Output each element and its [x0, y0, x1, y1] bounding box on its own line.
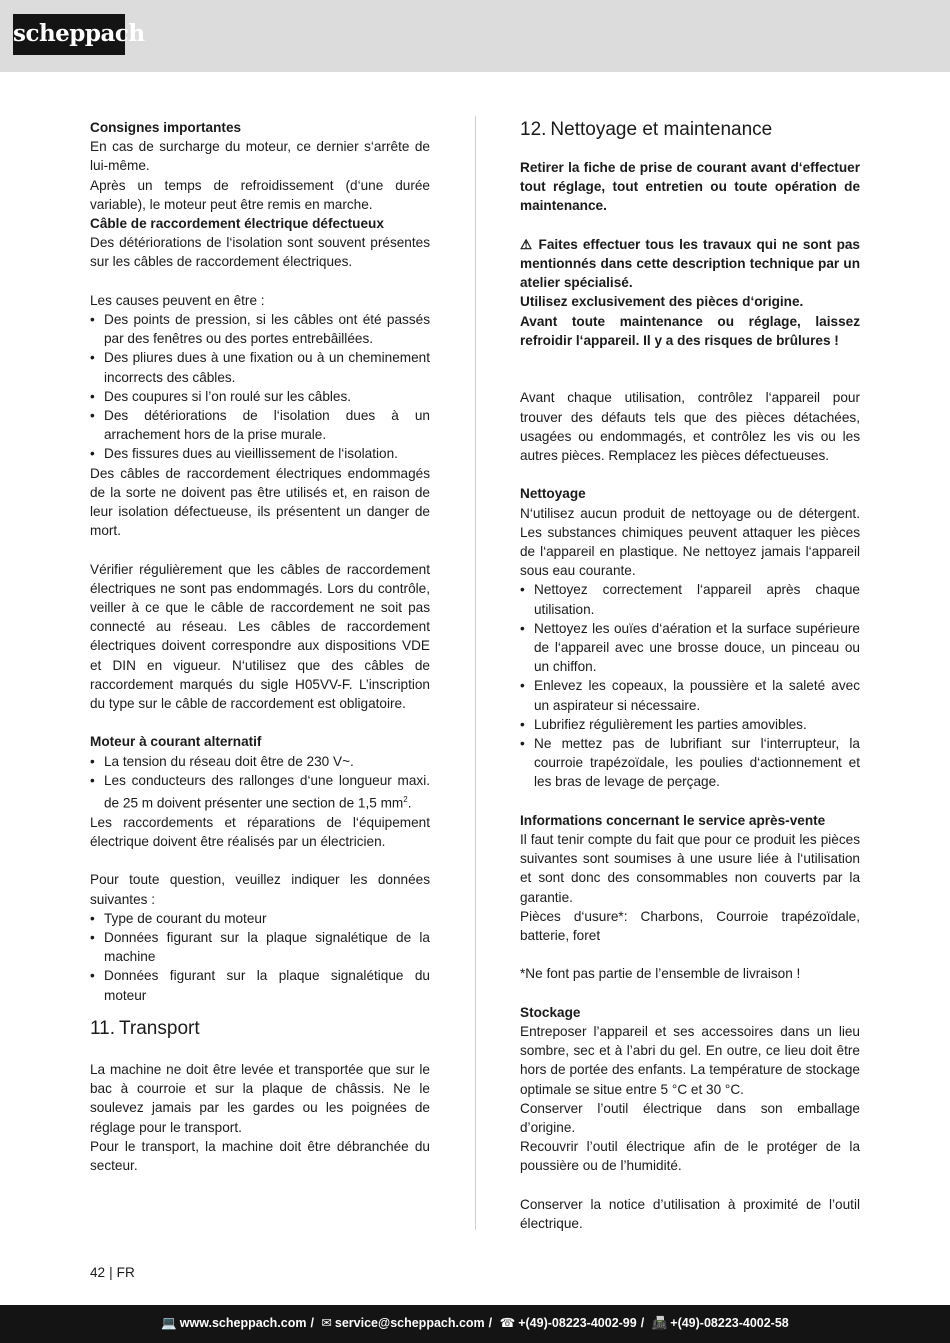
- list-item: • Type de courant du moteur: [90, 909, 430, 928]
- list-item: • Nettoyez correctement l‘appareil après chaque utilisation.: [520, 580, 860, 618]
- page-number: 42 | FR: [90, 1265, 135, 1280]
- list-item: • Des fissures dues au vieillissement de l‘isolation.: [90, 444, 430, 463]
- warning-parts-text: Utilisez exclusivement des pièces d‘origine.: [520, 294, 804, 310]
- scheppach-logo: scheppach: [13, 14, 125, 55]
- right-column: [520, 118, 860, 1233]
- verifier-text: Vérifier régulièrement que les câbles de raccordement électriques ne sont pas endommagés. Lors du contrôle, veiller à ce que le câble de raccordement ne soit pas connecté au réseau. Les câbles de raccordement électriques doivent correspondre aux dispositions VDE et DIN en vigueur. N‘utilisez que des câbles de raccordement marqués du sigle H05VV-F. L’inscription du type sur le câble de raccordement est obligatoire.: [90, 561, 430, 712]
- warning-cool-text: Avant toute maintenance ou réglage, laissez refroidir l‘appareil. Il y a des risques de brûlures !: [520, 313, 860, 348]
- fax-icon: 📠: [651, 1316, 668, 1330]
- service-text-2: Pièces d‘usure*: Charbons, Courroie trapézoïdale, batterie, foret: [520, 908, 860, 944]
- service-text-1: Il faut tenir compte du fait que pour ce produit les pièces suivantes sont soumises à une usure liée à l‘utilisation et sont donc des consommables non couverts par la garantie.: [520, 832, 860, 905]
- list-item: • Des pliures dues à une fixation ou à un cheminement incorrects des câbles.: [90, 348, 430, 386]
- list-item: • Des points de pression, si les câbles ont été passés par des fenêtres ou des portes entrebâillées.: [90, 310, 430, 348]
- causes-intro: Les causes peuvent en être :: [90, 292, 265, 308]
- list-item: • Données figurant sur la plaque signalétique du moteur: [90, 966, 430, 1004]
- warning-unplug-text: Retirer la fiche de prise de courant avant d‘effectuer tout réglage, tout entretien ou toute opération de maintenance.: [520, 160, 860, 214]
- transport-text-1: La machine ne doit être levée et transportée que sur le bac à courroie et sur la plaque de châssis. Ne le soulevez jamais par les gardes ou les poignées de réglage pour le transport.: [90, 1062, 430, 1135]
- causes-list: [90, 310, 430, 464]
- moteur-heading: Moteur à courant alternatif: [90, 734, 262, 750]
- list-item: • La tension du réseau doit être de 230 V~.: [90, 752, 430, 771]
- list-item: • Données figurant sur la plaque signalétique de la machine: [90, 928, 430, 966]
- moteur-text: Les raccordements et réparations de l‘équipement électrique doivent être réalisés par un électricien.: [90, 814, 430, 849]
- nettoyage-heading: Nettoyage: [520, 486, 586, 502]
- website-link[interactable]: www.scheppach.com: [179, 1316, 307, 1330]
- cable-text-2: Des câbles de raccordement électriques endommagés de la sorte ne doivent pas être utilisés et, en raison de leur isolation défectueuse, ils présentent un danger de mort.: [90, 465, 430, 539]
- transport-title: 11. Transport: [90, 1017, 200, 1039]
- fax-number: +(49)-08223-4002-58: [670, 1316, 789, 1330]
- nettoyage-text: N‘utilisez aucun produit de nettoyage ou de détergent. Les substances chimiques peuvent attaquer les pièces de l‘appareil en plastique. Ne nettoyez jamais l‘appareil sous eau courante.: [520, 505, 860, 579]
- service-heading: Informations concernant le service après-vente: [520, 812, 826, 828]
- consignes-text-1: En cas de surcharge du moteur, ce dernier s‘arrête de lui-même.: [90, 139, 430, 174]
- nettoyage-section-title: 12. Nettoyage et maintenance: [520, 119, 773, 140]
- list-item: • Enlevez les copeaux, la poussière et la saleté avec un aspirateur si nécessaire.: [520, 676, 860, 714]
- list-item: • Les conducteurs des rallonges d‘une longueur maxi. de 25 m doivent présenter une section de 1,5 $mm^2$.: [90, 771, 430, 813]
- stockage-heading: Stockage: [520, 1004, 581, 1020]
- avant-text: Avant chaque utilisation, contrôlez l‘appareil pour trouver des défauts tels que des pièces détachées, usagées ou endommagés, et contrôlez les vis ou les autres pièces. Remplacez les pièces défectueuses.: [520, 390, 860, 463]
- transport-text-2: Pour le transport, la machine doit être débranchée du secteur.: [90, 1138, 430, 1174]
- left-column: [90, 118, 430, 1175]
- mail-icon: ✉: [321, 1316, 332, 1330]
- stockage-text-3: Recouvrir l’outil électrique afin de le protéger de la poussière ou de l’humidité.: [520, 1139, 860, 1174]
- warning-icon: ⚠: [520, 236, 534, 252]
- cable-text-1: Des détériorations de l‘isolation sont souvent présentes sur les câbles de raccordement électriques.: [90, 235, 430, 270]
- computer-icon: 💻: [161, 1316, 177, 1330]
- consignes-heading: Consignes importantes: [90, 120, 242, 135]
- consignes-text-2: Après un temps de refroidissement (d‘une durée variable), le moteur peut être remis en marche.: [90, 177, 430, 212]
- moteur-list: [90, 752, 430, 813]
- phone-icon: ☎: [499, 1316, 516, 1330]
- list-item: • Des détériorations de l‘isolation dues à un arrachement hors de la prise murale.: [90, 406, 430, 444]
- email-link[interactable]: service@scheppach.com: [334, 1316, 485, 1330]
- cable-heading: Câble de raccordement électrique défectueux: [90, 216, 384, 232]
- phone-number: +(49)-08223-4002-99: [518, 1316, 637, 1330]
- stockage-text-2: Conserver l’outil électrique dans son emballage d’origine.: [520, 1100, 860, 1136]
- list-item: • Lubrifiez régulièrement les parties amovibles.: [520, 715, 860, 734]
- stockage-text-1: Entreposer l’appareil et ses accessoires dans un lieu sombre, sec et à l’abri du gel. En outre, ce lieu doit être hors de portée des enfants. La température de stockage optimale se situe entre 5 °C et 30 °C.: [520, 1024, 860, 1097]
- nettoyage-list: [520, 580, 860, 791]
- stockage-text-4: Conserver la notice d’utilisation à proximité de l’outil électrique.: [520, 1196, 860, 1232]
- page-footer: 💻 www.scheppach.com / ✉ service@scheppach.com / ☎ +(49)-08223-4002-99 / 📠 +(49)-08223-4002-58: [0, 1305, 950, 1343]
- question-text: Pour toute question, veuillez indiquer les données suivantes :: [90, 872, 430, 907]
- question-list: [90, 909, 430, 1005]
- column-divider: [475, 116, 476, 1230]
- list-item: • Des coupures si l’on roulé sur les câbles.: [90, 387, 430, 406]
- page-header: [0, 0, 950, 72]
- list-item: • Ne mettez pas de lubrifiant sur l‘interrupteur, la courroie trapézoïdale, les poulies d‘actionnement et les bras de levage de perçage.: [520, 734, 860, 792]
- service-note: *Ne font pas partie de l’ensemble de livraison !: [520, 966, 801, 982]
- warning-workshop-text: ⚠ Faites effectuer tous les travaux qui ne sont pas mentionnés dans cette description technique par un atelier spécialisé.: [520, 236, 860, 291]
- list-item: • Nettoyez les ouïes d‘aération et la surface supérieure de l‘appareil avec une brosse douce, un pinceau ou un chiffon.: [520, 619, 860, 677]
